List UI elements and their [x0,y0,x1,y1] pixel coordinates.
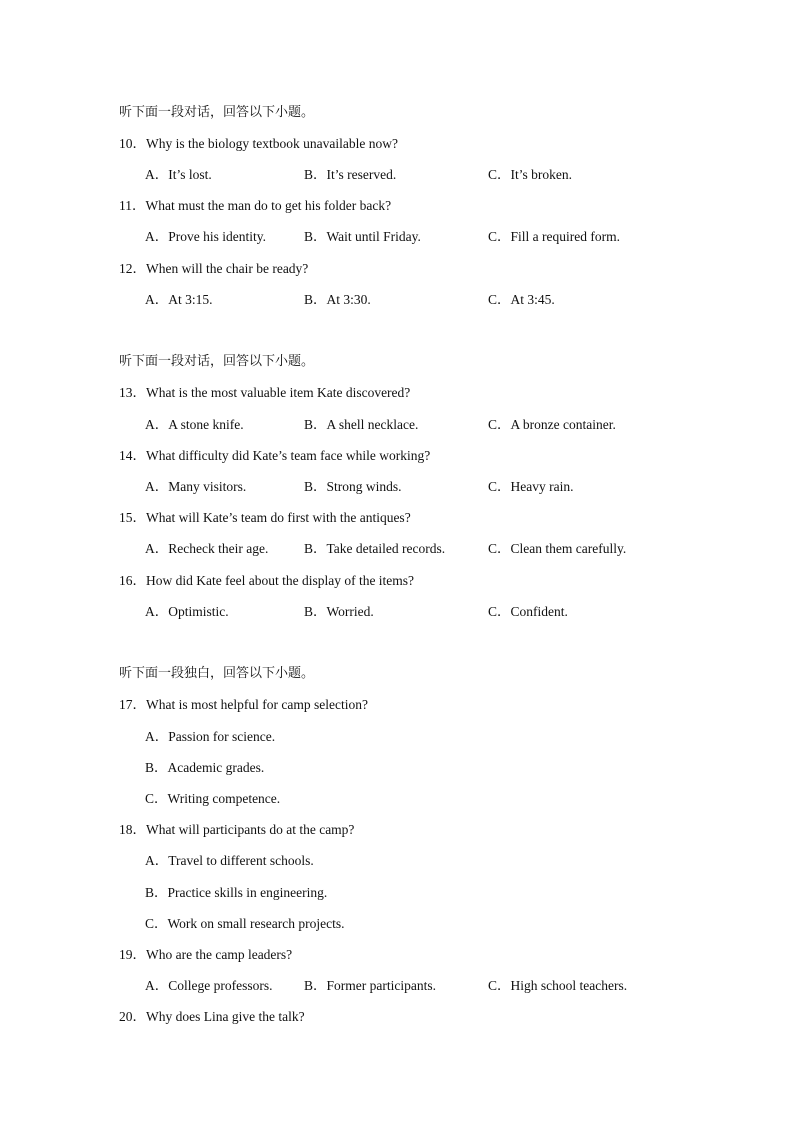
option-b: B．Take detailed records. [304,541,446,556]
option-b: B．Strong winds. [304,479,402,494]
option-b: B．A shell necklace. [304,417,419,432]
option-c: C．A bronze container. [488,417,616,432]
option-c: C．Writing competence. [145,791,281,806]
question-stem: 17．What is most helpful for camp selection? [119,697,368,712]
question-stem: 11．What must the man do to get his folder back? [119,198,392,213]
question-stem: 13．What is the most valuable item Kate discovered? [119,385,411,400]
section-heading: 听下面一段对话，回答以下小题。 [119,105,315,120]
question-stem: 10．Why is the biology textbook unavailable now? [119,136,398,151]
option-c: C．Clean them carefully. [488,541,627,556]
question-stem: 15．What will Kate’s team do first with the antiques? [119,510,411,525]
option-b: B．At 3:30. [304,292,371,307]
option-a: A．Passion for science. [145,729,276,744]
option-c: C．Heavy rain. [488,479,574,494]
option-c: C．Confident. [488,604,568,619]
option-c: C．Fill a required form. [488,229,620,244]
question-stem: 14．What difficulty did Kate’s team face while working? [119,448,431,463]
option-c: C．Work on small research projects. [145,916,345,931]
option-a: A．It’s lost. [145,167,212,182]
option-a: A．A stone knife. [145,417,244,432]
option-b: B．Worried. [304,604,374,619]
option-b: B．Practice skills in engineering. [145,885,328,900]
question-stem: 18．What will participants do at the camp? [119,822,355,837]
question-stem: 19．Who are the camp leaders? [119,947,293,962]
option-b: B．Former participants. [304,978,436,993]
option-c: C．At 3:45. [488,292,555,307]
option-a: A．Optimistic. [145,604,229,619]
option-b: B．Wait until Friday. [304,229,421,244]
section-heading: 听下面一段对话，回答以下小题。 [119,354,315,369]
option-a: A．Many visitors. [145,479,247,494]
question-stem: 20．Why does Lina give the talk? [119,1009,305,1024]
option-c: C．High school teachers. [488,978,628,993]
option-a: A．Prove his identity. [145,229,266,244]
option-a: A．Recheck their age. [145,541,269,556]
option-c: C．It’s broken. [488,167,572,182]
option-a: A．At 3:15. [145,292,213,307]
question-stem: 16．How did Kate feel about the display of the items? [119,573,415,588]
question-stem: 12．When will the chair be ready? [119,261,309,276]
section-heading: 听下面一段独白，回答以下小题。 [119,666,315,681]
option-a: A．Travel to different schools. [145,853,314,868]
option-b: B．It’s reserved. [304,167,397,182]
option-a: A．College professors. [145,978,273,993]
option-b: B．Academic grades. [145,760,265,775]
